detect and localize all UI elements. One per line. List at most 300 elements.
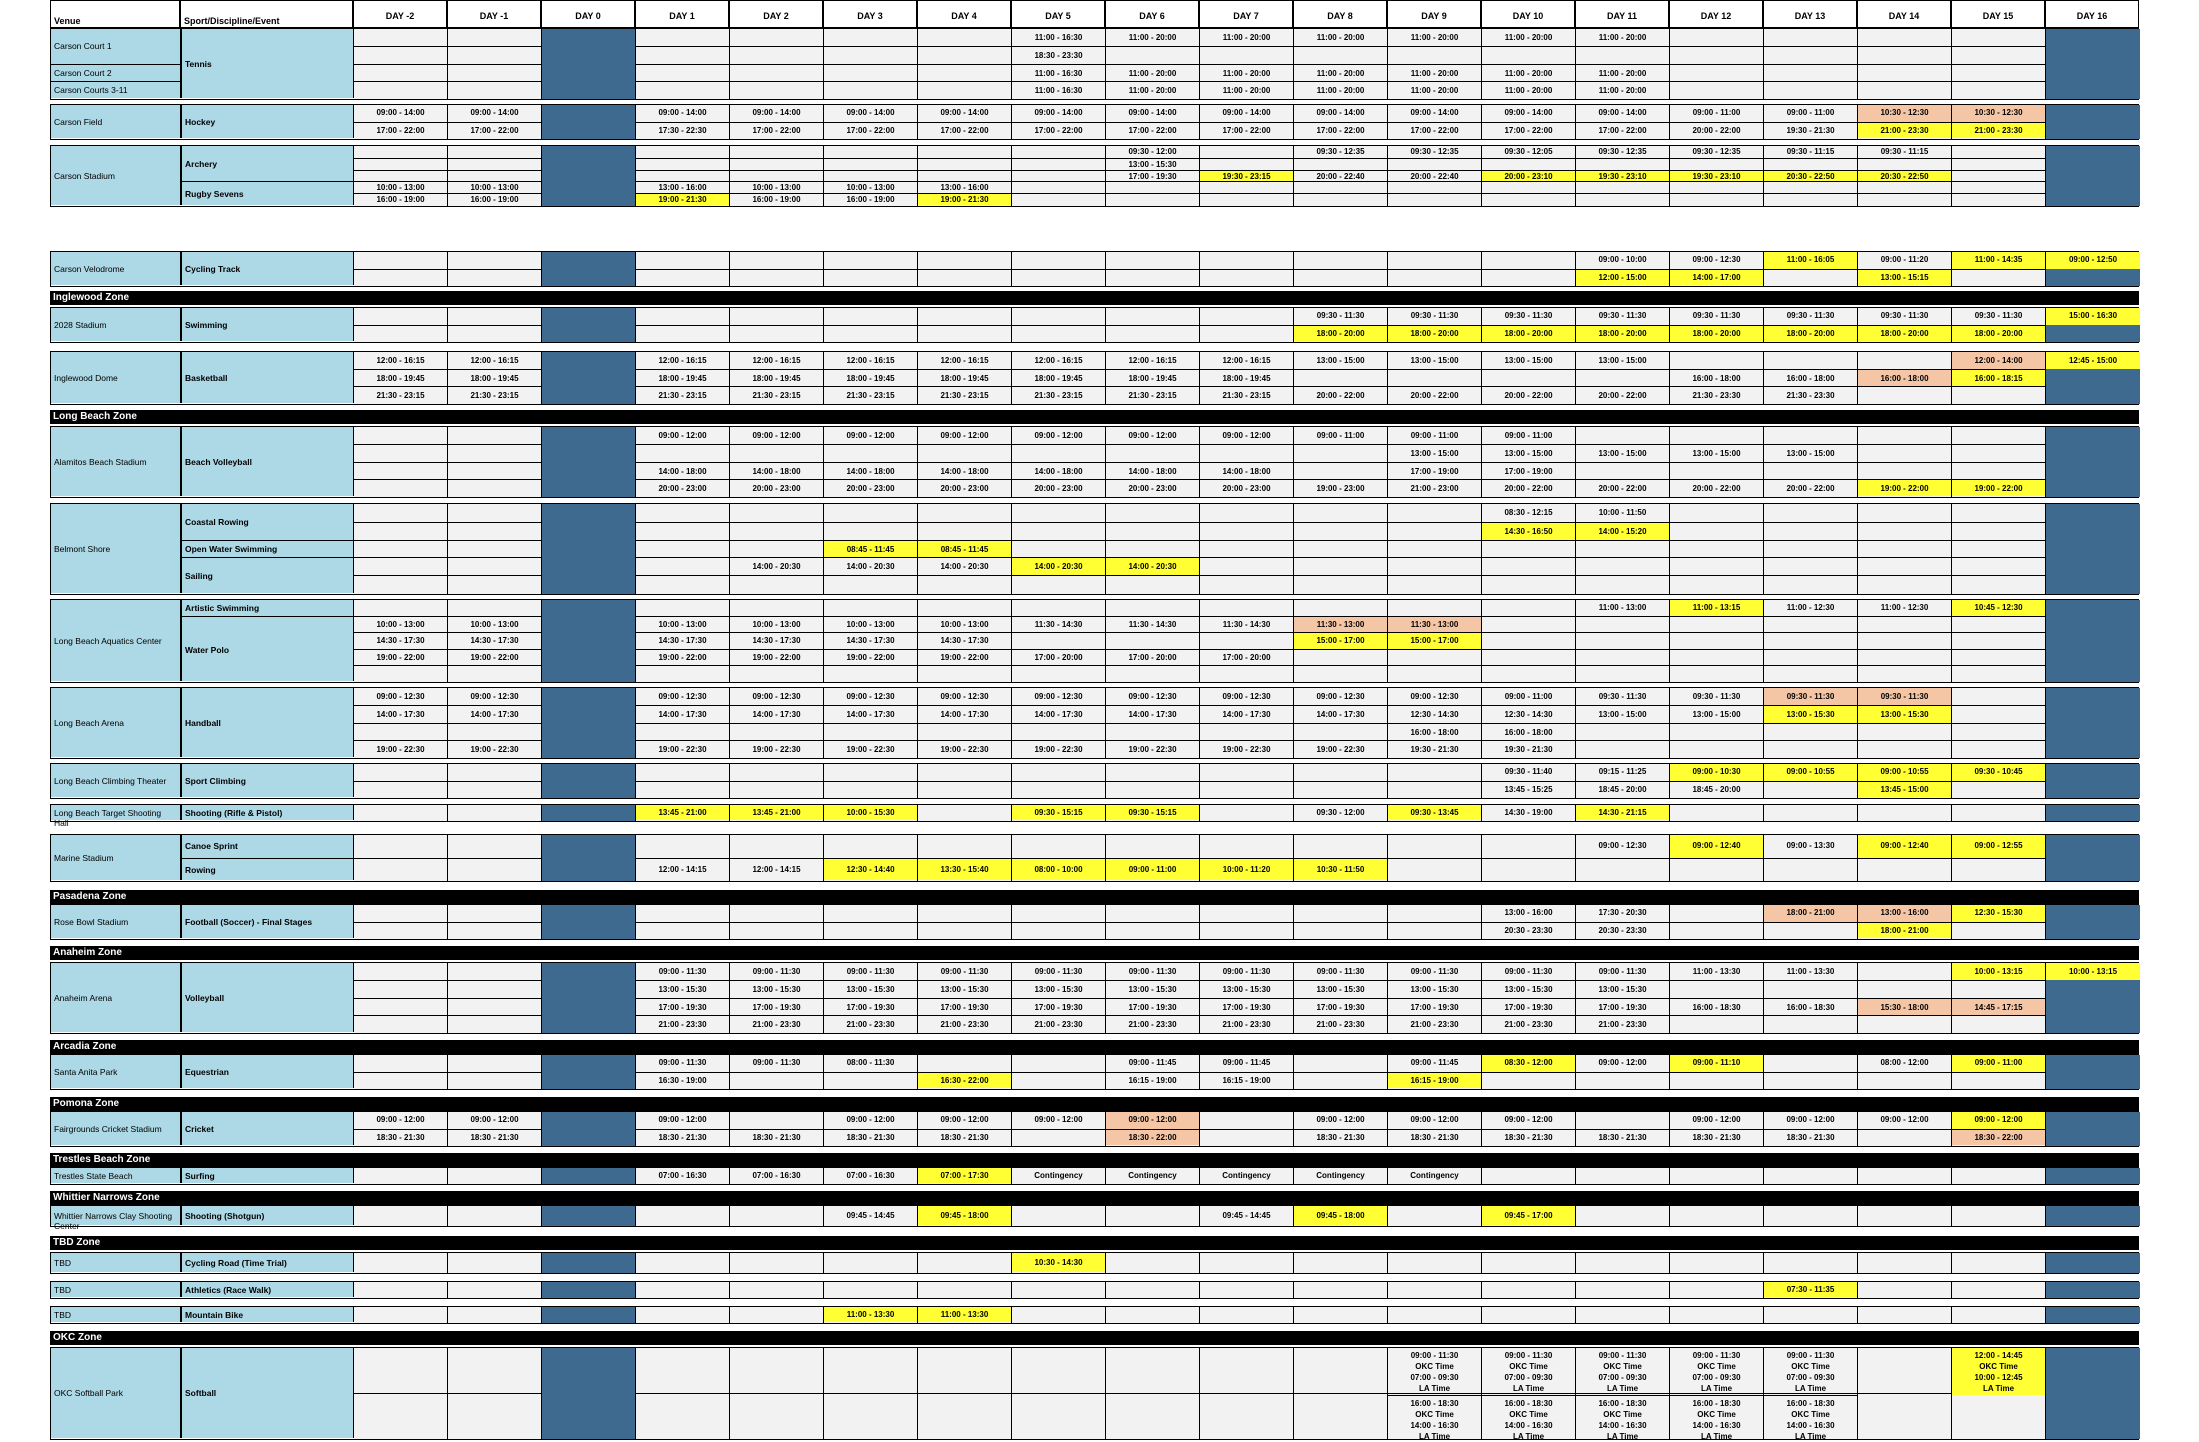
- day-column: [1106, 504, 1200, 594]
- row-divider: [1952, 781, 2045, 782]
- time-slot: 11:00 - 20:00: [1222, 33, 1271, 42]
- day-column: [1482, 29, 1576, 99]
- day-column: [1200, 504, 1294, 594]
- day-column: [354, 1253, 448, 1273]
- time-slot: 13:00 - 15:30: [1576, 980, 1669, 997]
- day-column: [1764, 427, 1858, 497]
- time-slot: 19:00 - 22:30: [354, 740, 447, 757]
- day-column: [1294, 1348, 1388, 1439]
- time-slot: 11:30 - 14:30: [1106, 616, 1199, 632]
- day-column: [636, 308, 730, 342]
- time-slot: 15:00 - 17:00: [1388, 632, 1481, 648]
- time-slot: 19:00 - 22:30: [636, 740, 729, 757]
- time-slot: 20:00 - 23:00: [1012, 479, 1105, 496]
- time-slot: 09:00 - 12:00: [752, 431, 801, 440]
- venue-name: Fairgrounds Cricket Stadium: [54, 1123, 162, 1134]
- row-divider: [1012, 1393, 1105, 1394]
- sport-cell: [181, 805, 354, 820]
- venue-cell: [51, 805, 181, 828]
- sport-name: Softball: [185, 1388, 217, 1398]
- row-divider: [1388, 575, 1481, 576]
- header-day-label: DAY 4: [951, 11, 977, 21]
- time-slot: 16:30 - 22:00: [918, 1072, 1011, 1089]
- day-column: [354, 105, 448, 139]
- day-column: [448, 905, 542, 939]
- time-slot: 11:00 - 12:30: [1786, 603, 1835, 612]
- time-slot: 09:30 - 11:30: [1316, 311, 1365, 320]
- time-slot: 09:30 - 11:30: [1504, 311, 1553, 320]
- time-slot: 09:00 - 11:45: [1128, 1058, 1177, 1067]
- day-column: [1482, 764, 1576, 798]
- venue-block: [50, 1306, 2139, 1324]
- row-divider: [730, 540, 823, 541]
- time-slot: 21:00 - 23:30: [1482, 1015, 1575, 1032]
- day-column: [1106, 1253, 1200, 1273]
- row-divider: [1294, 575, 1387, 576]
- venue-cell: [51, 1206, 181, 1231]
- day-column: [354, 1348, 448, 1439]
- row-divider: [1858, 522, 1951, 523]
- day0-column: [542, 352, 636, 404]
- venue-cell: [51, 1253, 181, 1272]
- time-slot: 09:00 - 11:00: [1410, 431, 1459, 440]
- time-slot: 14:00 - 17:30: [730, 705, 823, 722]
- sport-cell: [181, 963, 354, 1032]
- day0-column: [542, 1282, 636, 1298]
- day-column: [636, 146, 730, 206]
- day-column: [730, 1055, 824, 1089]
- day-column: [1576, 1206, 1670, 1226]
- venue-cell: [51, 1307, 181, 1322]
- day-column: [824, 1055, 918, 1089]
- day-column: [918, 688, 1012, 758]
- row-divider: [1482, 858, 1575, 859]
- time-slot: 18:30 - 21:30: [448, 1129, 541, 1146]
- time-slot: 10:30 - 14:30: [1012, 1253, 1105, 1272]
- day-column: [1482, 600, 1576, 682]
- time-slot: 10:00 - 13:00: [448, 181, 541, 193]
- row-divider: [448, 1393, 541, 1394]
- time-slot: 20:00 - 23:00: [1106, 479, 1199, 496]
- row-divider: [636, 1393, 729, 1394]
- day-column: [730, 600, 824, 682]
- time-slot: 09:00 - 11:30: [1504, 967, 1553, 976]
- day-column: [730, 963, 824, 1033]
- row-divider: [1106, 269, 1199, 270]
- day-column: [1764, 1253, 1858, 1273]
- row-divider: [636, 325, 729, 326]
- day-column: [354, 905, 448, 939]
- day-column: [1858, 1348, 1952, 1439]
- time-slot: 09:00 - 11:30: [846, 967, 895, 976]
- row-divider: [1670, 81, 1763, 82]
- time-slot: 19:00 - 22:00: [824, 649, 917, 665]
- day-column: [636, 805, 730, 821]
- row-divider: [1576, 557, 1669, 558]
- time-slot: 21:00 - 23:30: [1952, 122, 2045, 139]
- time-slot: 09:00 - 11:45: [1410, 1058, 1459, 1067]
- time-slot: 13:45 - 21:00: [730, 805, 823, 820]
- time-slot: 09:00 - 14:00: [1598, 108, 1647, 117]
- header-day: [1199, 0, 1293, 28]
- day-column: [1952, 29, 2046, 99]
- time-slot: 14:00 - 20:30: [824, 557, 917, 575]
- time-slot: 09:00 - 11:30: [1316, 967, 1365, 976]
- day-column: [1200, 1112, 1294, 1146]
- time-slot: 17:30 - 22:30: [636, 122, 729, 139]
- time-slot: 08:00 - 11:30: [846, 1058, 895, 1067]
- day16-column: [2046, 352, 2140, 404]
- row-divider: [1294, 781, 1387, 782]
- day-column: [636, 1282, 730, 1298]
- row-divider: [448, 462, 541, 463]
- day-column: [1200, 352, 1294, 404]
- time-slot: 15:30 - 18:00: [1858, 998, 1951, 1015]
- time-slot: 18:30 - 21:30: [1764, 1129, 1857, 1146]
- sport-name: Football (Soccer) - Final Stages: [185, 916, 313, 927]
- venue-name: Inglewood Dome: [54, 372, 118, 383]
- time-slot: 11:00 - 20:00: [1106, 64, 1199, 81]
- day-column: [1858, 600, 1952, 682]
- row-divider: [1858, 740, 1951, 741]
- row-divider: [1952, 858, 2045, 859]
- time-slot: 13:00 - 16:00: [636, 181, 729, 193]
- sport-name: Volleyball: [185, 992, 225, 1003]
- time-slot: 14:30 - 17:30: [730, 632, 823, 648]
- day16-column: [2046, 835, 2140, 881]
- day-column: [730, 1206, 824, 1226]
- time-slot: 09:30 - 11:30: [1858, 688, 1951, 705]
- day-column: [1576, 764, 1670, 798]
- zone-bar: OKC Zone: [50, 1331, 2139, 1345]
- time-slot: 11:00 - 20:00: [1482, 81, 1575, 98]
- time-slot: 13:00 - 15:30: [1106, 158, 1199, 170]
- row-divider: [1670, 922, 1763, 923]
- time-slot: 21:00 - 23:30: [730, 1015, 823, 1032]
- sport-name: Canoe Sprint: [185, 841, 238, 852]
- time-slot: 12:00 - 16:15: [376, 356, 425, 365]
- day-column: [1106, 105, 1200, 139]
- row-divider: [1294, 193, 1387, 194]
- header-day-label: DAY 16: [2076, 11, 2108, 21]
- row-divider: [354, 781, 447, 782]
- okc-slot: 16:00 - 18:30 OKC Time 14:00 - 16:30 LA Time: [1764, 1395, 1857, 1442]
- row-divider: [1200, 158, 1293, 159]
- day-column: [1106, 805, 1200, 821]
- time-slot: 19:30 - 23:15: [1200, 170, 1293, 182]
- row-divider: [1294, 269, 1387, 270]
- time-slot: 19:00 - 22:30: [1106, 740, 1199, 757]
- row-divider: [448, 540, 541, 541]
- row-divider: [824, 444, 917, 445]
- day-column: [636, 688, 730, 758]
- day-column: [1858, 1307, 1952, 1323]
- row-divider: [1294, 665, 1387, 666]
- time-slot: 18:30 - 21:30: [1482, 1129, 1575, 1146]
- day-column: [1482, 252, 1576, 286]
- time-slot: 14:30 - 17:30: [824, 632, 917, 648]
- time-slot: 13:00 - 15:00: [1576, 444, 1669, 461]
- row-divider: [1670, 158, 1763, 159]
- day-column: [1764, 1112, 1858, 1146]
- time-slot: 09:30 - 11:30: [1410, 311, 1459, 320]
- day-column: [1670, 905, 1764, 939]
- sport-cell: [181, 1348, 354, 1438]
- row-divider: [448, 522, 541, 523]
- time-slot: 13:00 - 15:00: [1504, 356, 1553, 365]
- time-slot: 20:00 - 23:10: [1482, 170, 1575, 182]
- time-slot: 19:00 - 21:30: [636, 193, 729, 205]
- time-slot: 21:00 - 23:30: [1012, 1015, 1105, 1032]
- time-slot: 20:30 - 22:50: [1764, 170, 1857, 182]
- day-column: [1106, 146, 1200, 206]
- day-column: [354, 764, 448, 798]
- row-divider: [1764, 269, 1857, 270]
- time-slot: 20:30 - 22:50: [1858, 170, 1951, 182]
- time-slot: 11:00 - 14:35: [1952, 252, 2045, 269]
- time-slot: 13:00 - 15:30: [730, 980, 823, 997]
- day-column: [1858, 835, 1952, 881]
- time-slot: 17:00 - 22:00: [448, 122, 541, 139]
- time-slot: 13:45 - 21:00: [636, 805, 729, 820]
- row-divider: [354, 1015, 447, 1016]
- row-divider: [918, 81, 1011, 82]
- sport-cell: [181, 252, 354, 285]
- row-divider: [636, 158, 729, 159]
- day0-column: [542, 1307, 636, 1323]
- time-slot: 13:45 - 15:25: [1482, 781, 1575, 798]
- time-slot: 09:00 - 11:30: [752, 967, 801, 976]
- day-column: [1952, 1253, 2046, 1273]
- row-divider: [354, 444, 447, 445]
- day-column: [1952, 905, 2046, 939]
- row-divider: [1764, 649, 1857, 650]
- day-column: [918, 1307, 1012, 1323]
- time-slot: 09:00 - 12:30: [1128, 692, 1177, 701]
- day-column: [1106, 1206, 1200, 1226]
- time-slot: 20:00 - 22:00: [1670, 479, 1763, 496]
- time-slot: 07:00 - 16:30: [846, 1171, 895, 1180]
- time-slot: 14:00 - 17:30: [1012, 705, 1105, 722]
- day-column: [1294, 1055, 1388, 1089]
- row-divider: [1670, 1072, 1763, 1073]
- row-divider: [1670, 193, 1763, 194]
- row-divider: [1482, 369, 1575, 370]
- day-column: [636, 352, 730, 404]
- row-divider: [1576, 858, 1669, 859]
- day-column: [354, 1206, 448, 1226]
- day-column: [354, 963, 448, 1033]
- time-slot: 09:00 - 11:30: [658, 1058, 707, 1067]
- time-slot: 13:00 - 15:00: [1482, 444, 1575, 461]
- time-slot: 09:00 - 12:00: [1128, 431, 1177, 440]
- time-slot: 14:00 - 17:00: [1670, 269, 1763, 286]
- day-column: [1106, 1112, 1200, 1146]
- day-column: [824, 105, 918, 139]
- time-slot: 09:00 - 10:55: [1858, 764, 1951, 781]
- day-column: [1858, 688, 1952, 758]
- day-column: [730, 1282, 824, 1298]
- day-column: [918, 1348, 1012, 1439]
- day-column: [918, 963, 1012, 1033]
- time-slot: 18:00 - 21:00: [1858, 922, 1951, 939]
- time-slot: 09:00 - 12:00: [1222, 431, 1271, 440]
- time-slot: 14:30 - 21:15: [1576, 805, 1669, 820]
- time-slot: 13:00 - 16:00: [1858, 905, 1951, 922]
- time-slot: 17:00 - 20:00: [1200, 649, 1293, 665]
- time-slot: 17:00 - 22:00: [1482, 122, 1575, 139]
- day16-column: [2046, 308, 2140, 342]
- venue-name: Long Beach Target Shooting Hall: [54, 807, 162, 828]
- day-column: [1858, 1206, 1952, 1226]
- okc-slot: 16:00 - 18:30 OKC Time 14:00 - 16:30 LA Time: [1482, 1395, 1575, 1442]
- row-divider: [1294, 46, 1387, 47]
- row-divider: [1670, 64, 1763, 65]
- row-divider: [1670, 858, 1763, 859]
- day16-column: [2046, 105, 2140, 139]
- time-slot: 09:00 - 12:40: [1858, 835, 1951, 858]
- header-day: [635, 0, 729, 28]
- time-slot: 11:00 - 20:00: [1504, 33, 1553, 42]
- day-column: [1388, 600, 1482, 682]
- day-column: [1294, 29, 1388, 99]
- day-column: [918, 1206, 1012, 1226]
- day-column: [824, 308, 918, 342]
- time-slot: 16:00 - 18:00: [1764, 369, 1857, 386]
- day-column: [730, 1112, 824, 1146]
- day-column: [1012, 352, 1106, 404]
- day-column: [1670, 764, 1764, 798]
- day-column: [1012, 105, 1106, 139]
- row-divider: [1106, 444, 1199, 445]
- row-divider: [1952, 170, 2045, 171]
- day-column: [918, 905, 1012, 939]
- row-divider: [1200, 522, 1293, 523]
- day-column: [1858, 1282, 1952, 1298]
- row-divider: [1576, 649, 1669, 650]
- time-slot: 14:00 - 15:20: [1576, 522, 1669, 540]
- day-column: [918, 105, 1012, 139]
- row-divider: [1670, 616, 1763, 617]
- row-divider: [1670, 575, 1763, 576]
- row-divider: [354, 540, 447, 541]
- day-column: [1764, 688, 1858, 758]
- venue-name: Anaheim Arena: [54, 992, 113, 1003]
- day-column: [636, 29, 730, 99]
- time-slot: 13:00 - 15:00: [1670, 444, 1763, 461]
- row-divider: [1576, 1072, 1669, 1073]
- day-column: [730, 688, 824, 758]
- time-slot: 11:00 - 13:30: [1692, 967, 1741, 976]
- header-day-label: DAY 13: [1794, 11, 1826, 21]
- time-slot: 13:00 - 16:00: [918, 181, 1011, 193]
- day-column: [1482, 688, 1576, 758]
- time-slot: 09:00 - 11:00: [1316, 431, 1365, 440]
- day-column: [1012, 1055, 1106, 1089]
- day-column: [1482, 105, 1576, 139]
- day-column: [1106, 308, 1200, 342]
- row-divider: [1482, 649, 1575, 650]
- time-slot: 12:00 - 16:15: [1222, 356, 1271, 365]
- venue-block: [50, 145, 2139, 207]
- day-column: [1670, 105, 1764, 139]
- time-slot: 09:00 - 14:00: [1410, 108, 1459, 117]
- row-divider: [636, 922, 729, 923]
- day-column: [1952, 1168, 2046, 1184]
- sport-name: Beach Volleyball: [185, 456, 252, 467]
- day-column: [1106, 1055, 1200, 1089]
- time-slot: 18:30 - 21:30: [1294, 1129, 1387, 1146]
- time-slot: 14:00 - 20:30: [730, 557, 823, 575]
- day-column: [1106, 427, 1200, 497]
- row-divider: [448, 1072, 541, 1073]
- venue-cell: [51, 1055, 181, 1088]
- day-column: [824, 764, 918, 798]
- row-divider: [354, 522, 447, 523]
- row-divider: [1482, 665, 1575, 666]
- row-divider: [636, 575, 729, 576]
- day-column: [1294, 252, 1388, 286]
- row-divider: [1388, 158, 1481, 159]
- time-slot: 18:30 - 21:30: [1388, 1129, 1481, 1146]
- venue-cell: [51, 352, 181, 403]
- header-day-label: DAY -1: [479, 11, 509, 21]
- venue-block: [50, 503, 2139, 595]
- day-column: [636, 427, 730, 497]
- row-divider: [636, 522, 729, 523]
- time-slot: 09:45 - 18:00: [1294, 1206, 1387, 1225]
- time-slot: 19:30 - 21:30: [1388, 740, 1481, 757]
- row-divider: [1576, 740, 1669, 741]
- day-column: [1482, 427, 1576, 497]
- row-divider: [1482, 269, 1575, 270]
- day-column: [636, 504, 730, 594]
- row-divider: [1858, 462, 1951, 463]
- time-slot: 10:45 - 12:30: [1952, 600, 2045, 616]
- day-column: [1764, 805, 1858, 821]
- time-slot: 10:30 - 12:30: [1952, 105, 2045, 122]
- row-divider: [1858, 1072, 1951, 1073]
- header-day-label: DAY 7: [1233, 11, 1259, 21]
- sport-cell: [181, 905, 354, 938]
- sport-name: Sailing: [185, 571, 213, 582]
- row-divider: [448, 170, 541, 171]
- zone-bar: Long Beach Zone: [50, 410, 2139, 424]
- day0-column: [542, 29, 636, 99]
- time-slot: 20:00 - 22:00: [1576, 479, 1669, 496]
- row-divider: [1952, 181, 2045, 182]
- header-day: [353, 0, 447, 28]
- row-divider: [354, 462, 447, 463]
- row-divider: [918, 781, 1011, 782]
- sport-name: Rowing: [185, 864, 216, 875]
- day-column: [1952, 308, 2046, 342]
- time-slot: 17:00 - 22:00: [824, 122, 917, 139]
- time-slot: 17:00 - 22:00: [354, 122, 447, 139]
- row-divider: [1576, 632, 1669, 633]
- header-day-label: DAY -2: [385, 11, 415, 21]
- row-divider: [824, 781, 917, 782]
- time-slot: 11:00 - 20:00: [1316, 33, 1365, 42]
- time-slot: 17:00 - 19:00: [1388, 462, 1481, 479]
- row-divider: [1012, 170, 1105, 171]
- venue-name: Long Beach Aquatics Center: [54, 635, 162, 646]
- row-divider: [1670, 632, 1763, 633]
- day-column: [1106, 835, 1200, 881]
- day-column: [824, 688, 918, 758]
- time-slot: 09:00 - 14:00: [940, 108, 989, 117]
- venue-cell: [51, 427, 181, 496]
